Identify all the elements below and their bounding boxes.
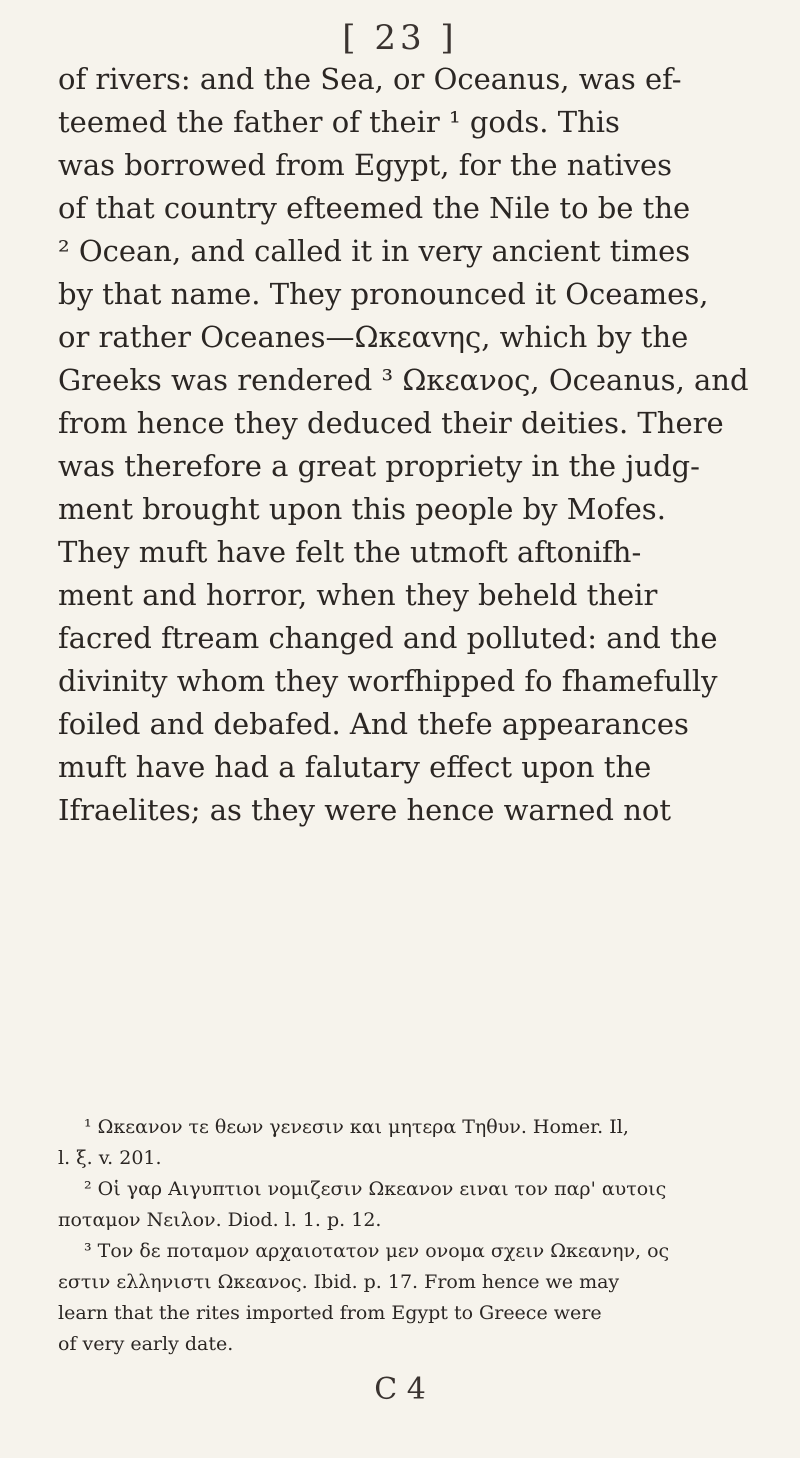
footnote-line: ³ Τον δε ποταμον αρχαιοτατον μεν ονομα σχειν Ωκεανην, ος (84, 1240, 670, 1262)
text-line: ment brought upon this people by Mofes. (58, 492, 666, 526)
text-line: was borrowed from Egypt, for the natives (58, 148, 673, 182)
text-line: foiled and debafed. And thefe appearances (58, 707, 689, 741)
text-line: muft have had a falutary effect upon the (58, 750, 652, 784)
text-line: Ifraelites; as they were hence warned not (58, 793, 671, 827)
footnotes (58, 1112, 778, 1360)
footnote-line: learn that the rites imported from Egypt to Greece were (58, 1302, 602, 1324)
footnote-line: εστιν ελληνιστι Ωκεανος. Ibid. p. 17. From hence we may (58, 1271, 620, 1293)
text-line: of that country efteemed the Nile to be the (58, 191, 691, 225)
text-line: was therefore a great propriety in the judg- (58, 449, 700, 483)
text-line: ² Ocean, and called it in very ancient times (58, 234, 691, 268)
text-line: facred ftream changed and polluted: and the (58, 621, 718, 655)
footnote-line: ² Οἱ γαρ Αιγυπτιοι νομιζεσιν Ωκεανον ειναι τον παρ' αυτοις (84, 1178, 667, 1200)
text-line: of rivers: and the Sea, or Oceanus, was ef- (58, 62, 682, 96)
text-line: by that name. They pronounced it Oceames, (58, 277, 709, 311)
text-line: from hence they deduced their deities. There (58, 406, 724, 440)
text-line: teemed the father of their ¹ gods. This (58, 105, 620, 139)
page-number: [ 23 ] (342, 18, 458, 58)
text-line: ment and horror, when they beheld their (58, 578, 658, 612)
footnote-line: l. ξ. v. 201. (58, 1147, 162, 1169)
text-line: Greeks was rendered ³ Ωκεανος, Oceanus, and (58, 363, 749, 397)
main-text (58, 58, 778, 832)
text-line: or rather Oceanes—Ωκεαvης, which by the (58, 320, 689, 354)
footnote-line: ¹ Ωκεανον τε θεων γενεσιν και μητερα Τηθυν. Homer. Il, (84, 1116, 629, 1138)
signature-mark: C 4 (374, 1372, 426, 1407)
footnote-line: ποταμον Νειλον. Diod. l. 1. p. 12. (58, 1209, 382, 1231)
text-line: They muft have felt the utmoft aftonifh- (58, 535, 642, 569)
text-line: divinity whom they worfhipped fo fhamefully (58, 664, 718, 698)
footnote-line: of very early date. (58, 1333, 234, 1355)
